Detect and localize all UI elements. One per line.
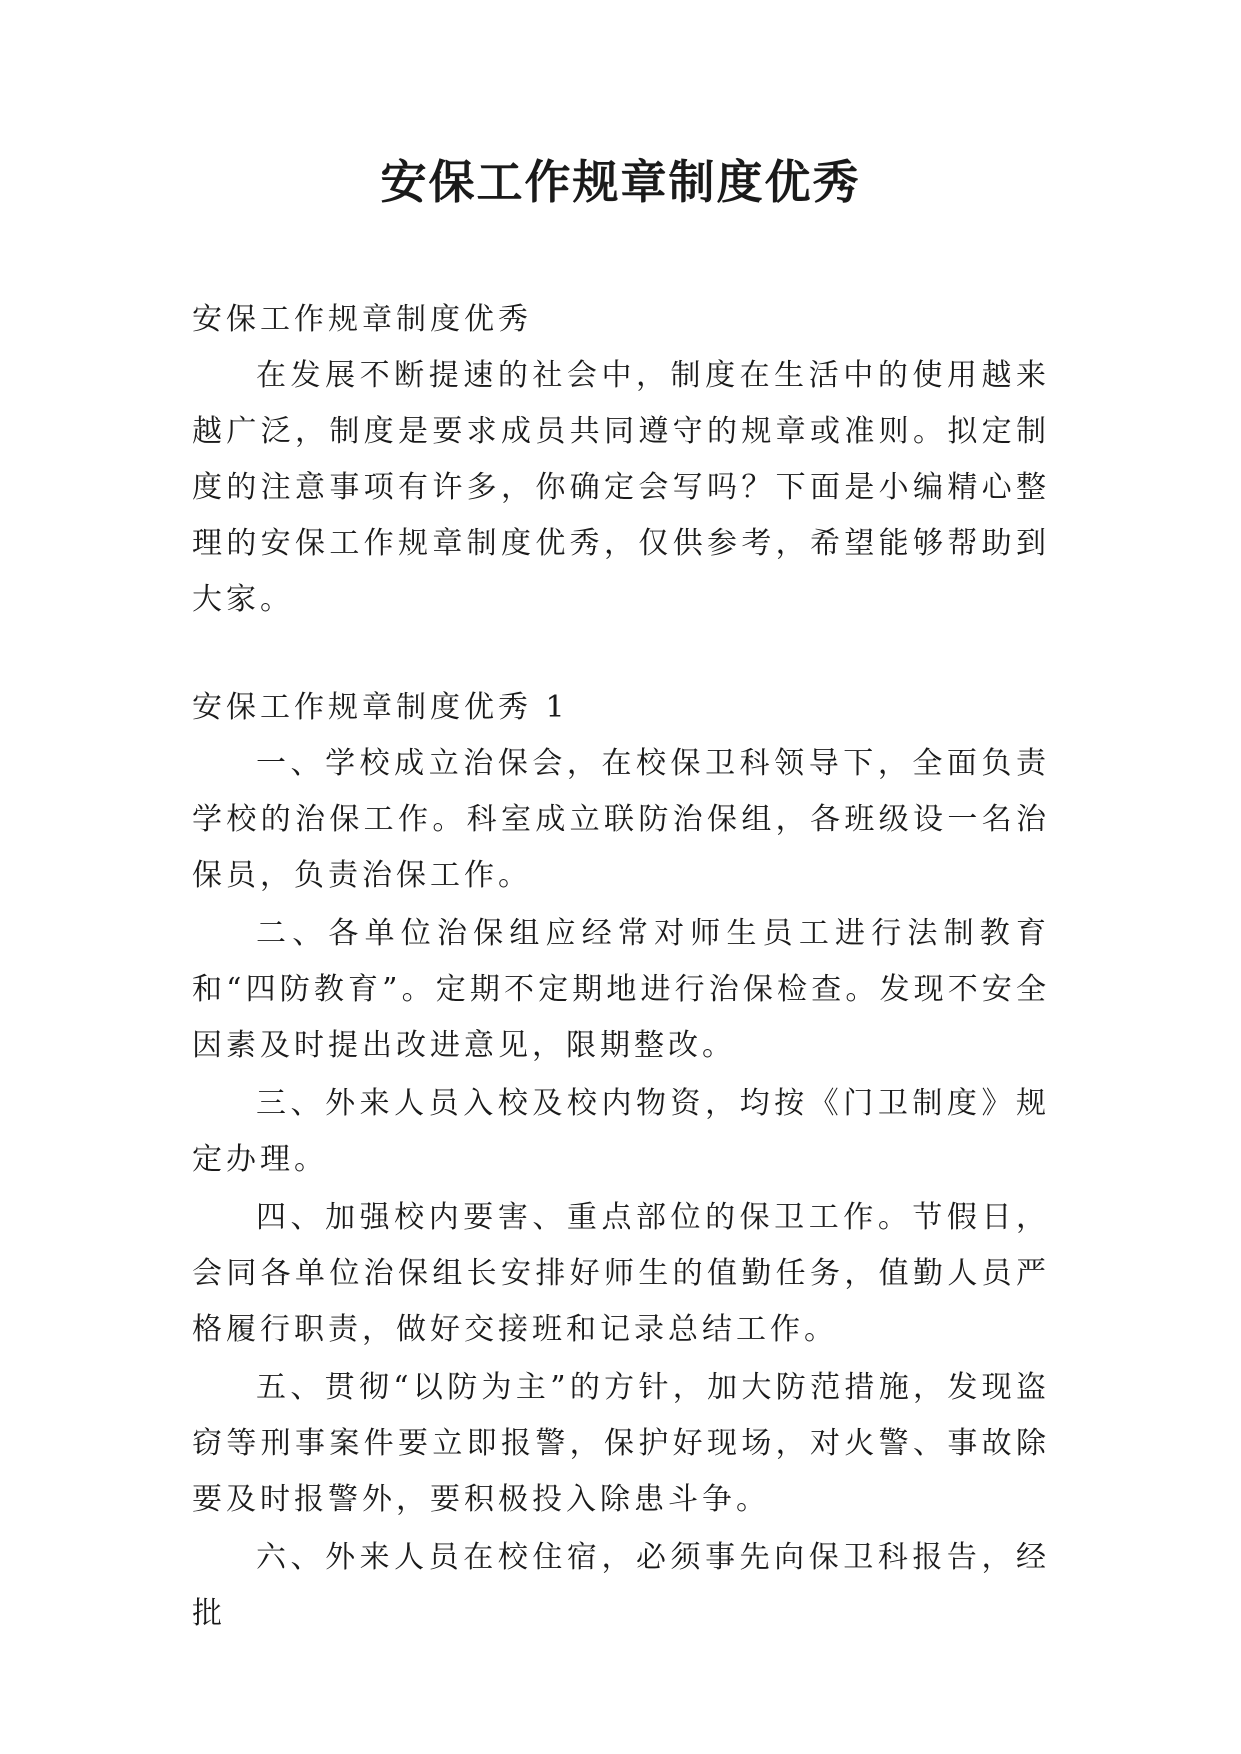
document-body <box>192 292 1050 1644</box>
rule-item-4: 四、加强校内要害、重点部位的保卫工作。节假日，会同各单位治保组长安排好师生的值勤任务，值勤人员严格履行职责，做好交接班和记录总结工作。 <box>192 1200 1050 1347</box>
document-subtitle: 安保工作规章制度优秀 <box>192 302 532 337</box>
section-heading: 安保工作规章制度优秀 1 <box>192 690 569 725</box>
rule-item-1: 一、学校成立治保会，在校保卫科领导下，全面负责学校的治保工作。科室成立联防治保组，各班级设一名治保员，负责治保工作。 <box>192 746 1050 893</box>
document-title: 安保工作规章制度优秀 <box>380 155 861 209</box>
intro-paragraph: 在发展不断提速的社会中，制度在生活中的使用越来越广泛，制度是要求成员共同遵守的规章或准则。拟定制度的注意事项有许多，你确定会写吗？下面是小编精心整理的安保工作规章制度优秀，仅供参考，希望能够帮助到大家。 <box>192 358 1050 617</box>
rule-item-6: 六、外来人员在校住宿，必须事先向保卫科报告，经批 <box>192 1540 1050 1631</box>
paragraph-gap <box>192 630 1050 680</box>
rule-item-2: 二、各单位治保组应经常对师生员工进行法制教育和“四防教育”。定期不定期地进行治保检查。发现不安全因素及时提出改进意见，限期整改。 <box>192 916 1050 1063</box>
rule-item-3: 三、外来人员入校及校内物资，均按《门卫制度》规定办理。 <box>192 1086 1050 1177</box>
rule-item-5: 五、贯彻“以防为主”的方针，加大防范措施，发现盗窃等刑事案件要立即报警，保护好现场，对火警、事故除要及时报警外，要积极投入除患斗争。 <box>192 1370 1050 1517</box>
